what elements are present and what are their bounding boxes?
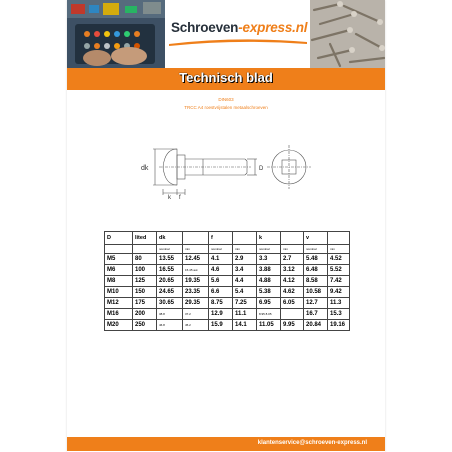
table-cell: 38.8 xyxy=(157,309,183,320)
dimensions-table xyxy=(104,231,350,331)
table-cell: 9.42 xyxy=(328,287,350,298)
table-cell: 14.1 xyxy=(233,320,257,331)
table-cell: 3.4 xyxy=(233,265,257,276)
page-title: Technisch blad xyxy=(179,70,273,85)
table-cell: k xyxy=(257,232,281,245)
table-cell: 3.3 xyxy=(257,254,281,265)
footer-bar xyxy=(67,437,385,451)
table-cell: 19.35 xyxy=(183,276,209,287)
logo-swoosh-icon xyxy=(169,38,307,46)
table-cell xyxy=(233,232,257,245)
table-cell: dk xyxy=(157,232,183,245)
table-cell: min xyxy=(183,245,209,254)
table-cell: 150 xyxy=(133,287,157,298)
table-cell xyxy=(281,232,304,245)
table-cell: 5.6 xyxy=(209,276,233,287)
table-cell: 12.45 xyxy=(183,254,209,265)
table-row xyxy=(105,254,350,265)
table-cell: f xyxy=(209,232,233,245)
title-banner xyxy=(67,68,385,90)
label-d: D xyxy=(259,166,264,172)
table-cell: 4.52 xyxy=(328,254,350,265)
table-row xyxy=(105,265,350,276)
bolt-technical-drawing xyxy=(137,135,317,200)
table-cell: M6 xyxy=(105,265,133,276)
table-cell: lited xyxy=(133,232,157,245)
table-row xyxy=(105,320,350,331)
table-cell: 2.7 xyxy=(281,254,304,265)
table-cell: 15.9 xyxy=(209,320,233,331)
table-cell: 8.75 xyxy=(209,298,233,309)
table-cell: 5.4 xyxy=(233,287,257,298)
table-cell: 125 xyxy=(133,276,157,287)
table-cell: 16.55 xyxy=(157,265,183,276)
table-cell: 13.55 xyxy=(157,254,183,265)
table-cell: M16 xyxy=(105,309,133,320)
table-cell xyxy=(281,309,304,320)
table-cell: 11.05 xyxy=(257,320,281,331)
logo-main: Schroeven xyxy=(171,20,239,35)
standard-code: DIN603 xyxy=(218,97,234,102)
table-cell: v xyxy=(304,232,328,245)
table-cell: 5.48 xyxy=(304,254,328,265)
table-cell: 12.7 xyxy=(304,298,328,309)
table-cell: 5.38 xyxy=(257,287,281,298)
technical-sheet-page xyxy=(67,0,385,452)
table-cell: 10.58 xyxy=(304,287,328,298)
table-row xyxy=(105,298,350,309)
table-cell: 175 xyxy=(133,298,157,309)
product-description: TRCC A4 roestvrijstalen metaalschroeven xyxy=(184,105,268,110)
table-cell: 46.8 xyxy=(157,320,183,331)
table-cell: M10 xyxy=(105,287,133,298)
table-cell: D xyxy=(105,232,133,245)
table-cell: 9.95 xyxy=(281,320,304,331)
screws-photo xyxy=(310,0,385,68)
table-cell: 4.12 xyxy=(281,276,304,287)
table-cell: 7.42 xyxy=(328,276,350,287)
dimensions-table-wrapper xyxy=(104,231,349,331)
table-cell xyxy=(105,245,133,254)
table-cell: min xyxy=(233,245,257,254)
table-cell: 80 xyxy=(133,254,157,265)
table-cell: M8 xyxy=(105,276,133,287)
table-cell xyxy=(183,232,209,245)
workshop-photo xyxy=(67,0,165,68)
table-cell: 4.1 xyxy=(209,254,233,265)
table-cell: 200 xyxy=(133,309,157,320)
table-cell: nominal xyxy=(304,245,328,254)
table-cell: 15.3 xyxy=(328,309,350,320)
logo-text xyxy=(171,20,307,35)
table-cell: 4.4 xyxy=(233,276,257,287)
table-cell: min xyxy=(328,245,350,254)
table-cell: nominal xyxy=(209,245,233,254)
table-cell: 24.65 xyxy=(157,287,183,298)
label-k: k xyxy=(168,195,171,200)
table-cell: 6.05 xyxy=(281,298,304,309)
table-cell: 16.7 xyxy=(304,309,328,320)
table-row xyxy=(105,287,350,298)
header xyxy=(67,0,385,68)
table-cell: 100 xyxy=(133,265,157,276)
table-cell: 7.25 xyxy=(233,298,257,309)
table-cell xyxy=(133,245,157,254)
table-subheader-row xyxy=(105,245,350,254)
table-cell: M5 xyxy=(105,254,133,265)
table-cell: 11.1 xyxy=(233,309,257,320)
table-cell: nominal xyxy=(257,245,281,254)
table-header-row xyxy=(105,232,350,245)
table-cell: 20.65 xyxy=(157,276,183,287)
table-cell: 29.35 xyxy=(183,298,209,309)
logo-accent: -express.nl xyxy=(238,20,308,35)
table-cell: 3.12 xyxy=(281,265,304,276)
table-cell: 30.65 xyxy=(157,298,183,309)
label-dk: dk xyxy=(141,165,149,172)
table-cell: 8.58 xyxy=(304,276,328,287)
table-cell: M12 xyxy=(105,298,133,309)
table-cell: nominal xyxy=(157,245,183,254)
table-cell: 23.35 xyxy=(183,287,209,298)
table-cell: 250 xyxy=(133,320,157,331)
table-cell: min xyxy=(281,245,304,254)
table-cell: 6.48 xyxy=(304,265,328,276)
logo[interactable] xyxy=(165,0,310,68)
label-f: f xyxy=(179,195,181,200)
table-cell: 37.2 xyxy=(183,309,209,320)
table-cell: 4.6 xyxy=(209,265,233,276)
table-cell: 12.9 xyxy=(209,309,233,320)
table-cell: 3.88 xyxy=(257,265,281,276)
table-cell: 5.52 xyxy=(328,265,350,276)
customer-service-email[interactable]: klantenservice@schroeven-express.nl xyxy=(257,440,367,446)
table-cell: 6.95 xyxy=(257,298,281,309)
table-cell: M20 xyxy=(105,320,133,331)
table-row xyxy=(105,276,350,287)
table-cell: 4.62 xyxy=(281,287,304,298)
table-cell: 6.6 xyxy=(209,287,233,298)
table-row xyxy=(105,309,350,320)
table-cell: 19.16 xyxy=(328,320,350,331)
table-cell: 45.2 xyxy=(183,320,209,331)
table-cell: 8.95 8.05 xyxy=(257,309,281,320)
table-cell: 15.45 aut xyxy=(183,265,209,276)
table-cell: 20.84 xyxy=(304,320,328,331)
table-cell: 2.9 xyxy=(233,254,257,265)
table-cell: 11.3 xyxy=(328,298,350,309)
table-cell xyxy=(328,232,350,245)
table-cell: 4.88 xyxy=(257,276,281,287)
